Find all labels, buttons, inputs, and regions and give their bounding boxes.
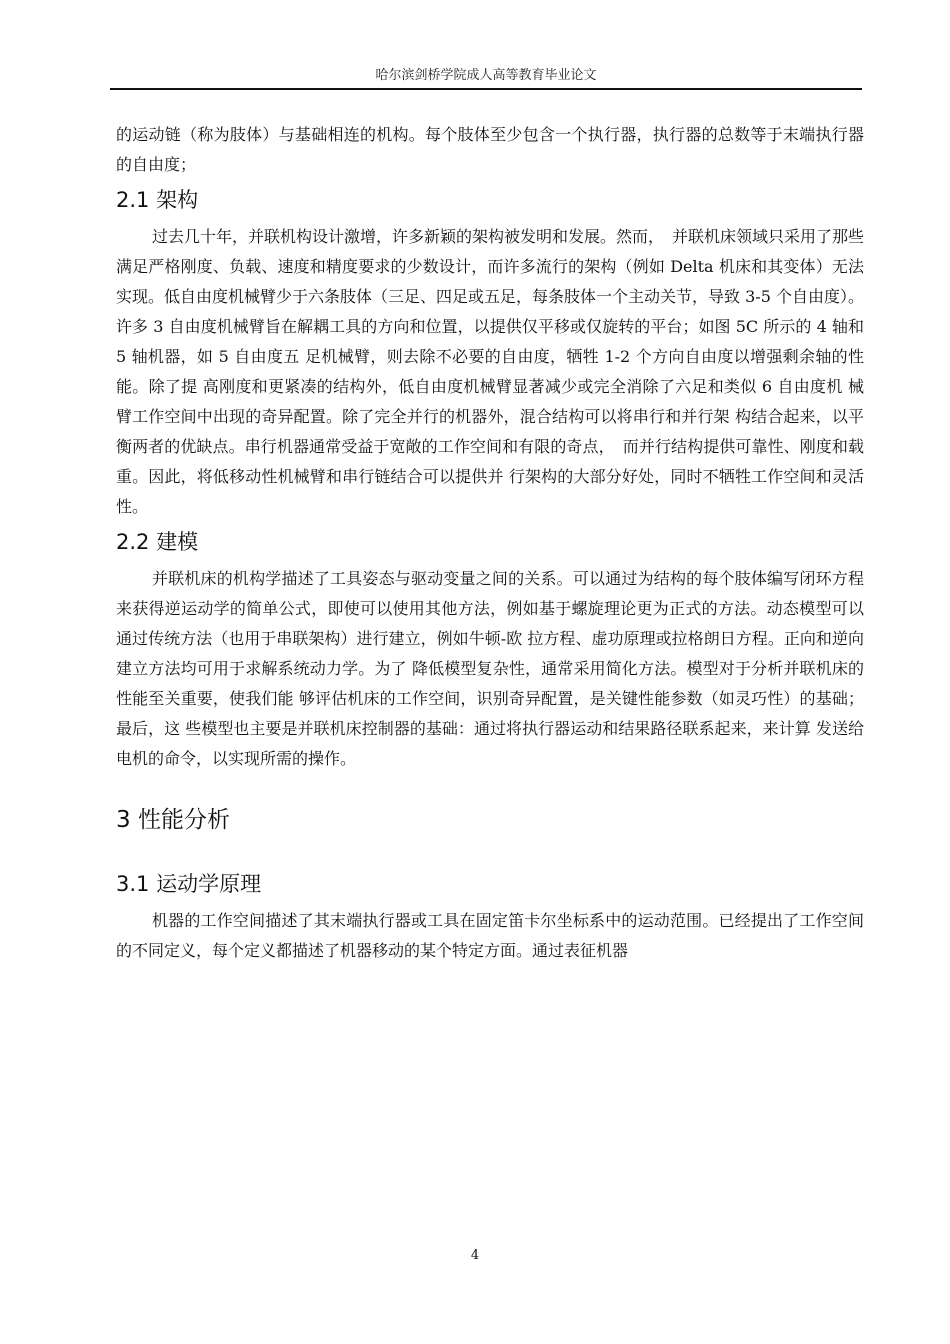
section-2-1-heading: 2.1 架构 [116,188,199,212]
document-body [116,120,864,966]
page-number: 4 [470,1248,480,1263]
header-rule [110,88,862,90]
section-2-2-heading: 2.2 建模 [116,530,199,554]
section-3-1-heading: 3.1 运动学原理 [116,872,262,896]
page-header: 哈尔滨剑桥学院成人高等教育毕业论文 [375,68,597,83]
section-2-2-paragraph: 并联机床的机构学描述了工具姿态与驱动变量之间的关系。可以通过为结构的每个肢体编写闭环方程来获得逆运动学的简单公式，即使可以使用其他方法，例如基于螺旋理论更为正式的方法。动态模型可以通过传统方法（也用于串联架构）进行建立，例如牛顿-欧 拉方程、虚功原理或拉格朗日方程。正向和逆向建立方法均可用于求解系统动力学。为了 降低模型复杂性，通常采用简化方法。模型对于分析并联机床的性能至关重要，使我们能 够评估机床的工作空间，识别奇异配置，是关键性能参数（如灵巧性）的基础；最后，这 些模型也主要是并联机床控制器的基础：通过将执行器运动和结果路径联系起来，来计算 发送给电机的命令，以实现所需的操作。 [116,569,864,768]
section-3-heading: 3 性能分析 [116,807,230,833]
section-2-1-paragraph: 过去几十年，并联机构设计激增，许多新颖的架构被发明和发展。然而， 并联机床领域只采用了那些满足严格刚度、负载、速度和精度要求的少数设计，而许多流行的架构（例如 Delta 机床和其变体）无法实现。低自由度机械臂少于六条肢体（三足、四足或五足，每条肢体一个主动关节，导致 3-5 个自由度）。许多 3 自由度机械臂旨在解耦工具的方向和位置，以提供仅平移或仅旋转的平台；如图 5C 所示的 4 轴和 5 轴机器，如 5 自由度五 足机械臂，则去除不必要的自由度，牺牲 1-2 个方向自由度以增强剩余轴的性能。除了提 高刚度和更紧凑的结构外，低自由度机械臂显著减少或完全消除了六足和类似 6 自由度机 械臂工作空间中出现的奇异配置。除了完全并行的机器外，混合结构可以将串行和并行架 构结合起来，以平衡两者的优缺点。串行机器通常受益于宽敞的工作空间和有限的奇点， 而并行结构提供可靠性、刚度和载重。因此，将低移动性机械臂和串行链结合可以提供并 行架构的大部分好处，同时不牺牲工作空间和灵活性。 [116,227,865,516]
intro-paragraph: 的运动链（称为肢体）与基础相连的机构。每个肢体至少包含一个执行器，执行器的总数等于末端执行器的自由度； [116,125,864,174]
section-3-1-paragraph: 机器的工作空间描述了其末端执行器或工具在固定笛卡尔坐标系中的运动范围。已经提出了工作空间的不同定义，每个定义都描述了机器移动的某个特定方面。通过表征机器 [116,911,864,960]
